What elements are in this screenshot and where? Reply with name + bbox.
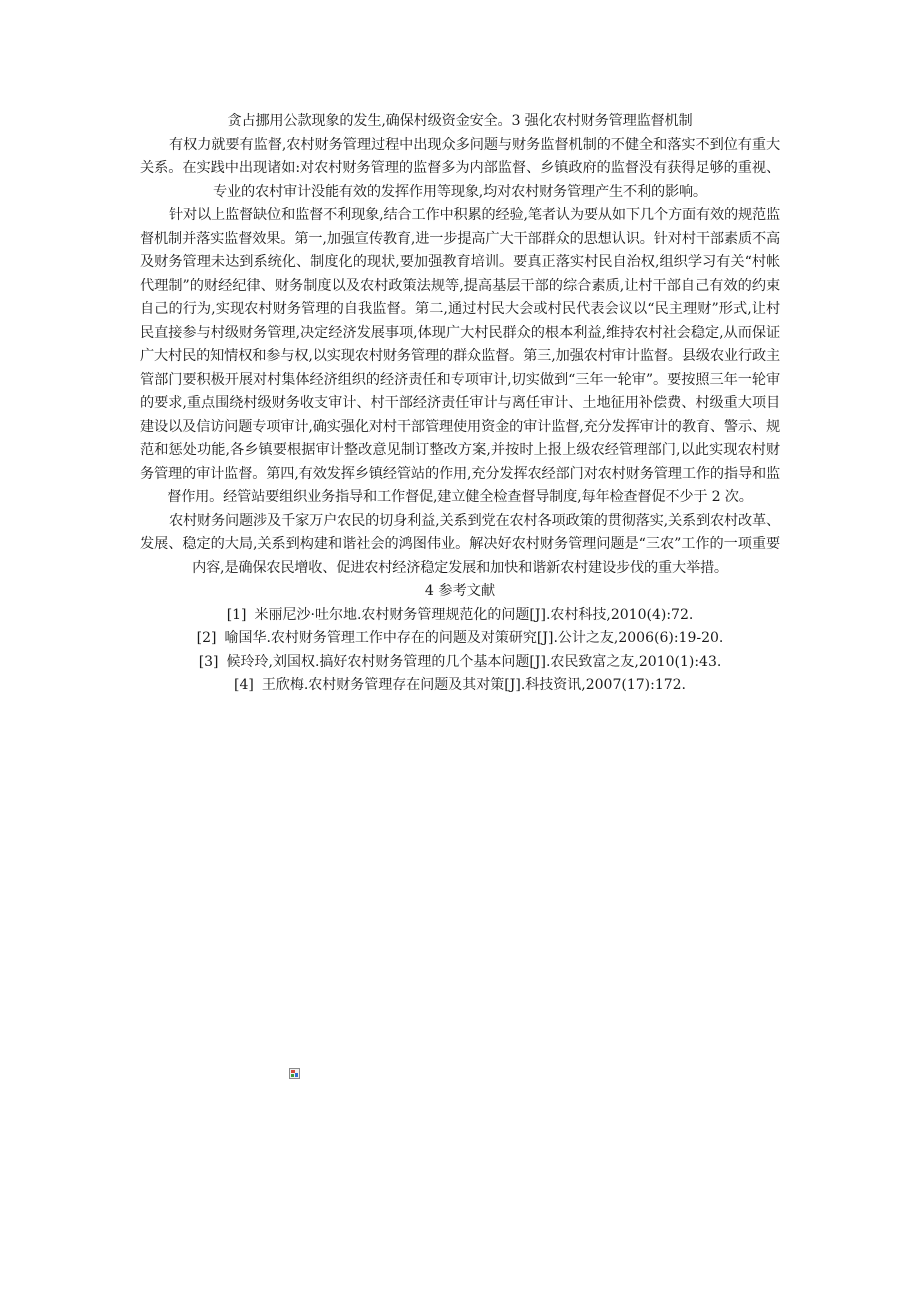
lead-line: 贪占挪用公款现象的发生,确保村级资金安全。3 强化农村财务管理监督机制 — [227, 113, 693, 129]
reference-item — [140, 604, 780, 628]
paragraph-conclusion: 农村财务问题涉及千家万户农民的切身利益,关系到党在农村各项政策的贯彻落实,关系到农村改革、发展、稳定的大局,关系到构建和谐社会的鸿图伟业。解决好农村财务管理问题是“三农”工作的一项重要内容,是确保农民增收、促进农村经济稳定发展和加快和谐新农村建设步伐的重大举措。 — [140, 512, 780, 576]
reference-number: [2] — [196, 630, 217, 646]
reference-item — [140, 651, 780, 675]
references-list — [140, 604, 780, 698]
broken-image-icon — [289, 1065, 301, 1077]
reference-item — [140, 674, 780, 698]
reference-text: 候玲玲,刘国权.搞好农村财务管理的几个基本问题[J].农民致富之友,2010(1):43. — [226, 653, 722, 670]
references-heading: 4 参考文献 — [424, 583, 496, 599]
document-page — [140, 110, 780, 698]
reference-text: 米丽尼沙·吐尔地.农村财务管理规范化的问题[J].农村科技,2010(4):72. — [254, 606, 694, 623]
paragraph-supervision-measures: 针对以上监督缺位和监督不利现象,结合工作中积累的经验,笔者认为要从如下几个方面有效的规范监督机制并落实监督效果。第一,加强宣传教育,进一步提高广大干部群众的思想认识。针对村干部素质不高及财务管理未达到系统化、制度化的现状,要加强教育培训。要真正落实村民自治权,组织学习有关“村帐代理制”的财经纪律、财务制度以及农村政策法规等,提高基层干部的综合素质,让村干部自己有效的约束自己的行为,实现农村财务管理的自我监督。第二,通过村民大会或村民代表会议以“民主理财”形式,让村民直接参与村级财务管理,决定经济发展事项,体现广大村民群众的根本利益,维持农村社会稳定,从而保证广大村民的知情权和参与权,以实现农村财务管理的群众监督。第三,加强农村审计监督。县级农业行政主管部门要积极开展对村集体经济组织的经济责任和专项审计,切实做到“三年一轮审”。要按照三年一轮审的要求,重点围绕村级财务收支审计、村干部经济责任审计与离任审计、土地征用补偿费、村级重大项目建设以及信访问题专项审计,确实强化对村干部管理使用资金的审计监督,充分发挥审计的教育、警示、规范和惩处功能,各乡镇要根据审计整改意见制订整改方案,并按时上报上级农经管理部门,以此实现农村财务管理的审计监督。第四,有效发挥乡镇经管站的作用,充分发挥农经部门对农村财务管理工作的指导和监督作用。经管站要组织业务指导和工作督促,建立健全检查督导制度,每年检查督促不少于 2 次。 — [140, 207, 780, 505]
reference-number: [1] — [226, 606, 247, 623]
reference-item — [140, 627, 780, 651]
reference-number: [4] — [234, 677, 254, 693]
reference-text: 喻国华.农村财务管理工作中存在的问题及对策研究[J].公计之友,2006(6):19-20. — [224, 630, 724, 646]
reference-number: [3] — [198, 653, 219, 670]
reference-text: 王欣梅.农村财务管理存在问题及其对策[J].科技资讯,2007(17):172. — [261, 677, 686, 693]
paragraph-supervision-intro: 有权力就要有监督,农村财务管理过程中出现众多问题与财务监督机制的不健全和落实不到位有重大关系。在实践中出现诸如:对农村财务管理的监督多为内部监督、乡镇政府的监督没有获得足够的重视、专业的农村审计没能有效的发挥作用等现象,均对农村财务管理产生不利的影响。 — [140, 136, 780, 200]
